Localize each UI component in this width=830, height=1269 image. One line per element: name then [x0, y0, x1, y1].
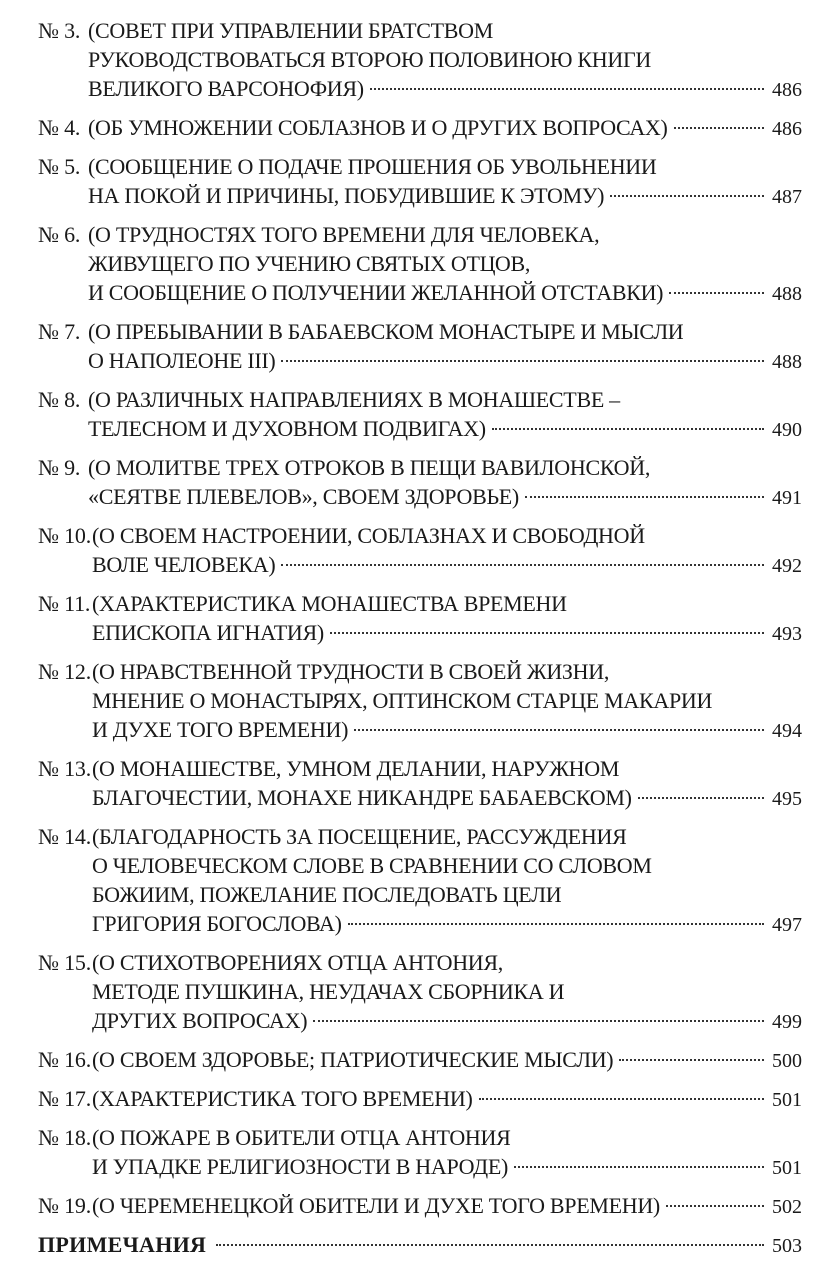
entry-last-line	[92, 1084, 802, 1115]
page-number: 494	[772, 720, 802, 742]
entry-number: № 11.	[38, 591, 91, 616]
entry-last-line	[88, 74, 802, 105]
entry-title-line: (О СВОЕМ ЗДОРОВЬЕ; ПАТРИОТИЧЕСКИЕ МЫСЛИ)	[92, 1047, 614, 1072]
entry-title-line: ТЕЛЕСНОМ И ДУХОВНОМ ПОДВИГАХ)	[88, 416, 486, 441]
toc-entry[interactable]	[38, 453, 802, 513]
table-of-contents	[38, 16, 802, 1269]
toc-entry[interactable]	[38, 385, 802, 445]
entry-last-line	[92, 1191, 802, 1222]
entry-last-line	[88, 414, 802, 445]
entry-last-line	[88, 278, 802, 309]
page-number: 497	[772, 914, 802, 936]
entry-last-line	[92, 909, 802, 940]
dot-leader	[348, 923, 764, 925]
entry-title-line: МНЕНИЕ О МОНАСТЫРЯХ, ОПТИНСКОМ СТАРЦЕ МАКАРИИ	[92, 688, 713, 713]
toc-entry[interactable]	[38, 317, 802, 377]
dot-leader	[669, 292, 764, 294]
page-number: 502	[772, 1196, 802, 1218]
entry-number: № 8.	[38, 387, 81, 412]
toc-entry[interactable]	[38, 16, 802, 105]
dot-leader	[619, 1059, 764, 1061]
entry-title-line: (О ПРЕБЫВАНИИ В БАБАЕВСКОМ МОНАСТЫРЕ И МЫСЛИ	[88, 319, 684, 344]
toc-entry[interactable]	[38, 589, 802, 649]
dot-leader	[281, 564, 764, 566]
dot-leader	[216, 1244, 764, 1246]
entry-title-line: НА ПОКОЙ И ПРИЧИНЫ, ПОБУДИВШИЕ К ЭТОМУ)	[88, 183, 605, 208]
entry-title-line: И УПАДКЕ РЕЛИГИОЗНОСТИ В НАРОДЕ)	[92, 1154, 509, 1179]
entry-title-line: (О НРАВСТВЕННОЙ ТРУДНОСТИ В СВОЕЙ ЖИЗНИ,	[92, 659, 610, 684]
entry-number: № 17.	[38, 1086, 91, 1111]
toc-entry[interactable]	[38, 220, 802, 309]
entry-body	[38, 1230, 802, 1261]
entry-last-line	[92, 783, 802, 814]
entry-title-line: ДРУГИХ ВОПРОСАХ)	[92, 1008, 308, 1033]
toc-entry[interactable]	[38, 113, 802, 144]
entry-body	[88, 152, 802, 212]
entry-title-line: О НАПОЛЕОНЕ III)	[88, 348, 276, 373]
entry-title-line: (ОБ УМНОЖЕНИИ СОБЛАЗНОВ И О ДРУГИХ ВОПРОСАХ)	[88, 115, 668, 140]
page-number: 501	[772, 1157, 802, 1179]
entry-number: № 9.	[38, 455, 81, 480]
entry-title-line: (О РАЗЛИЧНЫХ НАПРАВЛЕНИЯХ В МОНАШЕСТВЕ –	[88, 387, 620, 412]
entry-body	[88, 220, 802, 309]
page-number: 488	[772, 283, 802, 305]
dot-leader	[281, 360, 764, 362]
toc-entry[interactable]	[38, 1084, 802, 1115]
dot-leader	[370, 88, 764, 90]
page-number: 491	[772, 487, 802, 509]
dot-leader	[492, 428, 764, 430]
dot-leader	[638, 797, 764, 799]
entry-title-line: БОЖИИМ, ПОЖЕЛАНИЕ ПОСЛЕДОВАТЬ ЦЕЛИ	[92, 882, 562, 907]
entry-title-line: (О ЧЕРЕМЕНЕЦКОЙ ОБИТЕЛИ И ДУХЕ ТОГО ВРЕМЕНИ)	[92, 1193, 660, 1218]
entry-number: № 19.	[38, 1193, 91, 1218]
entry-body	[92, 1123, 802, 1183]
dot-leader	[674, 127, 764, 129]
toc-entry[interactable]	[38, 822, 802, 940]
entry-number: № 16.	[38, 1047, 91, 1072]
page-number: 503	[772, 1235, 802, 1257]
dot-leader	[354, 729, 764, 731]
entry-body	[92, 589, 802, 649]
entry-title-line: «СЕЯТВЕ ПЛЕВЕЛОВ», СВОЕМ ЗДОРОВЬЕ)	[88, 484, 519, 509]
entry-body	[92, 657, 802, 746]
entry-last-line	[92, 1152, 802, 1183]
entry-title-line: О ЧЕЛОВЕЧЕСКОМ СЛОВЕ В СРАВНЕНИИ СО СЛОВОМ	[92, 853, 652, 878]
entry-title-line: (ХАРАКТЕРИСТИКА ТОГО ВРЕМЕНИ)	[92, 1086, 473, 1111]
entry-last-line	[88, 346, 802, 377]
page-number: 500	[772, 1050, 802, 1072]
entry-title-line: (БЛАГОДАРНОСТЬ ЗА ПОСЕЩЕНИЕ, РАССУЖДЕНИЯ	[92, 824, 627, 849]
entry-last-line	[92, 1006, 802, 1037]
entry-body	[92, 1045, 802, 1076]
entry-title-line: (О МОНАШЕСТВЕ, УМНОМ ДЕЛАНИИ, НАРУЖНОМ	[92, 756, 620, 781]
entry-last-line	[92, 550, 802, 581]
page-number: 490	[772, 419, 802, 441]
toc-entry[interactable]	[38, 1191, 802, 1222]
entry-body	[92, 521, 802, 581]
entry-title-line: (СООБЩЕНИЕ О ПОДАЧЕ ПРОШЕНИЯ ОБ УВОЛЬНЕНИИ	[88, 154, 657, 179]
entry-title-line: ВЕЛИКОГО ВАРСОНОФИЯ)	[88, 76, 364, 101]
dot-leader	[666, 1205, 764, 1207]
entry-number: № 3.	[38, 18, 81, 43]
entry-last-line	[88, 113, 802, 144]
entry-title-line: МЕТОДЕ ПУШКИНА, НЕУДАЧАХ СБОРНИКА И	[92, 979, 565, 1004]
page-number: 501	[772, 1089, 802, 1111]
entry-title-line: ЖИВУЩЕГО ПО УЧЕНИЮ СВЯТЫХ ОТЦОВ,	[88, 251, 531, 276]
page-number: 487	[772, 186, 802, 208]
dot-leader	[330, 632, 764, 634]
entry-body	[92, 822, 802, 940]
entry-title-line: (О СВОЕМ НАСТРОЕНИИ, СОБЛАЗНАХ И СВОБОДНОЙ	[92, 523, 645, 548]
page-number: 488	[772, 351, 802, 373]
entry-title-line: (ХАРАКТЕРИСТИКА МОНАШЕСТВА ВРЕМЕНИ	[92, 591, 567, 616]
toc-entry[interactable]	[38, 1045, 802, 1076]
entry-number: № 10.	[38, 523, 91, 548]
toc-entry[interactable]	[38, 948, 802, 1037]
dot-leader	[514, 1166, 764, 1168]
entry-title-line: ЕПИСКОПА ИГНАТИЯ)	[92, 620, 324, 645]
entry-title-line: (О СТИХОТВОРЕНИЯХ ОТЦА АНТОНИЯ,	[92, 950, 503, 975]
entry-body	[92, 948, 802, 1037]
entry-body	[92, 1084, 802, 1115]
entry-number: № 15.	[38, 950, 91, 975]
entry-body	[88, 385, 802, 445]
entry-number: № 18.	[38, 1125, 91, 1150]
entry-number: № 4.	[38, 115, 81, 140]
dot-leader	[525, 496, 764, 498]
dot-leader	[610, 195, 764, 197]
page-number: 492	[772, 555, 802, 577]
entry-body	[88, 453, 802, 513]
entry-title-line: (СОВЕТ ПРИ УПРАВЛЕНИИ БРАТСТВОМ	[88, 18, 493, 43]
entry-number: № 7.	[38, 319, 81, 344]
entry-last-line	[92, 715, 802, 746]
entry-body	[92, 754, 802, 814]
entry-last-line	[92, 618, 802, 649]
notes-heading: ПРИМЕЧАНИЯ	[38, 1232, 207, 1257]
entry-title-line: И ДУХЕ ТОГО ВРЕМЕНИ)	[92, 717, 349, 742]
entry-number: № 5.	[38, 154, 81, 179]
toc-entry[interactable]	[38, 521, 802, 581]
entry-title-line: БЛАГОЧЕСТИИ, МОНАХЕ НИКАНДРЕ БАБАЕВСКОМ)	[92, 785, 632, 810]
entry-body	[88, 113, 802, 144]
entry-title-line: РУКОВОДСТВОВАТЬСЯ ВТОРОЮ ПОЛОВИНОЮ КНИГИ	[88, 47, 651, 72]
entry-title-line: ГРИГОРИЯ БОГОСЛОВА)	[92, 911, 342, 936]
dot-leader	[479, 1098, 765, 1100]
entry-number: № 13.	[38, 756, 91, 781]
entry-body	[92, 1191, 802, 1222]
entry-body	[88, 317, 802, 377]
toc-entry[interactable]	[38, 152, 802, 212]
entry-title-line: (О ПОЖАРЕ В ОБИТЕЛИ ОТЦА АНТОНИЯ	[92, 1125, 511, 1150]
dot-leader	[313, 1020, 764, 1022]
entry-last-line	[88, 482, 802, 513]
toc-entry[interactable]	[38, 1123, 802, 1183]
entry-number: № 12.	[38, 659, 91, 684]
page-number: 493	[772, 623, 802, 645]
toc-entry-notes[interactable]	[38, 1230, 802, 1261]
entry-number: № 14.	[38, 824, 91, 849]
entry-title-line: (О МОЛИТВЕ ТРЕХ ОТРОКОВ В ПЕЩИ ВАВИЛОНСКОЙ,	[88, 455, 651, 480]
entry-title-line: (О ТРУДНОСТЯХ ТОГО ВРЕМЕНИ ДЛЯ ЧЕЛОВЕКА,	[88, 222, 600, 247]
entry-body	[88, 16, 802, 105]
entry-last-line	[88, 181, 802, 212]
toc-entry[interactable]	[38, 657, 802, 746]
page-number: 486	[772, 79, 802, 101]
entry-title-line: ВОЛЕ ЧЕЛОВЕКА)	[92, 552, 276, 577]
entry-last-line	[92, 1045, 802, 1076]
toc-entry[interactable]	[38, 754, 802, 814]
page-number: 495	[772, 788, 802, 810]
entry-title-line: И СООБЩЕНИЕ О ПОЛУЧЕНИИ ЖЕЛАННОЙ ОТСТАВКИ)	[88, 280, 664, 305]
entry-last-line	[38, 1230, 802, 1261]
entry-number: № 6.	[38, 222, 81, 247]
page-number: 486	[772, 118, 802, 140]
page-number: 499	[772, 1011, 802, 1033]
